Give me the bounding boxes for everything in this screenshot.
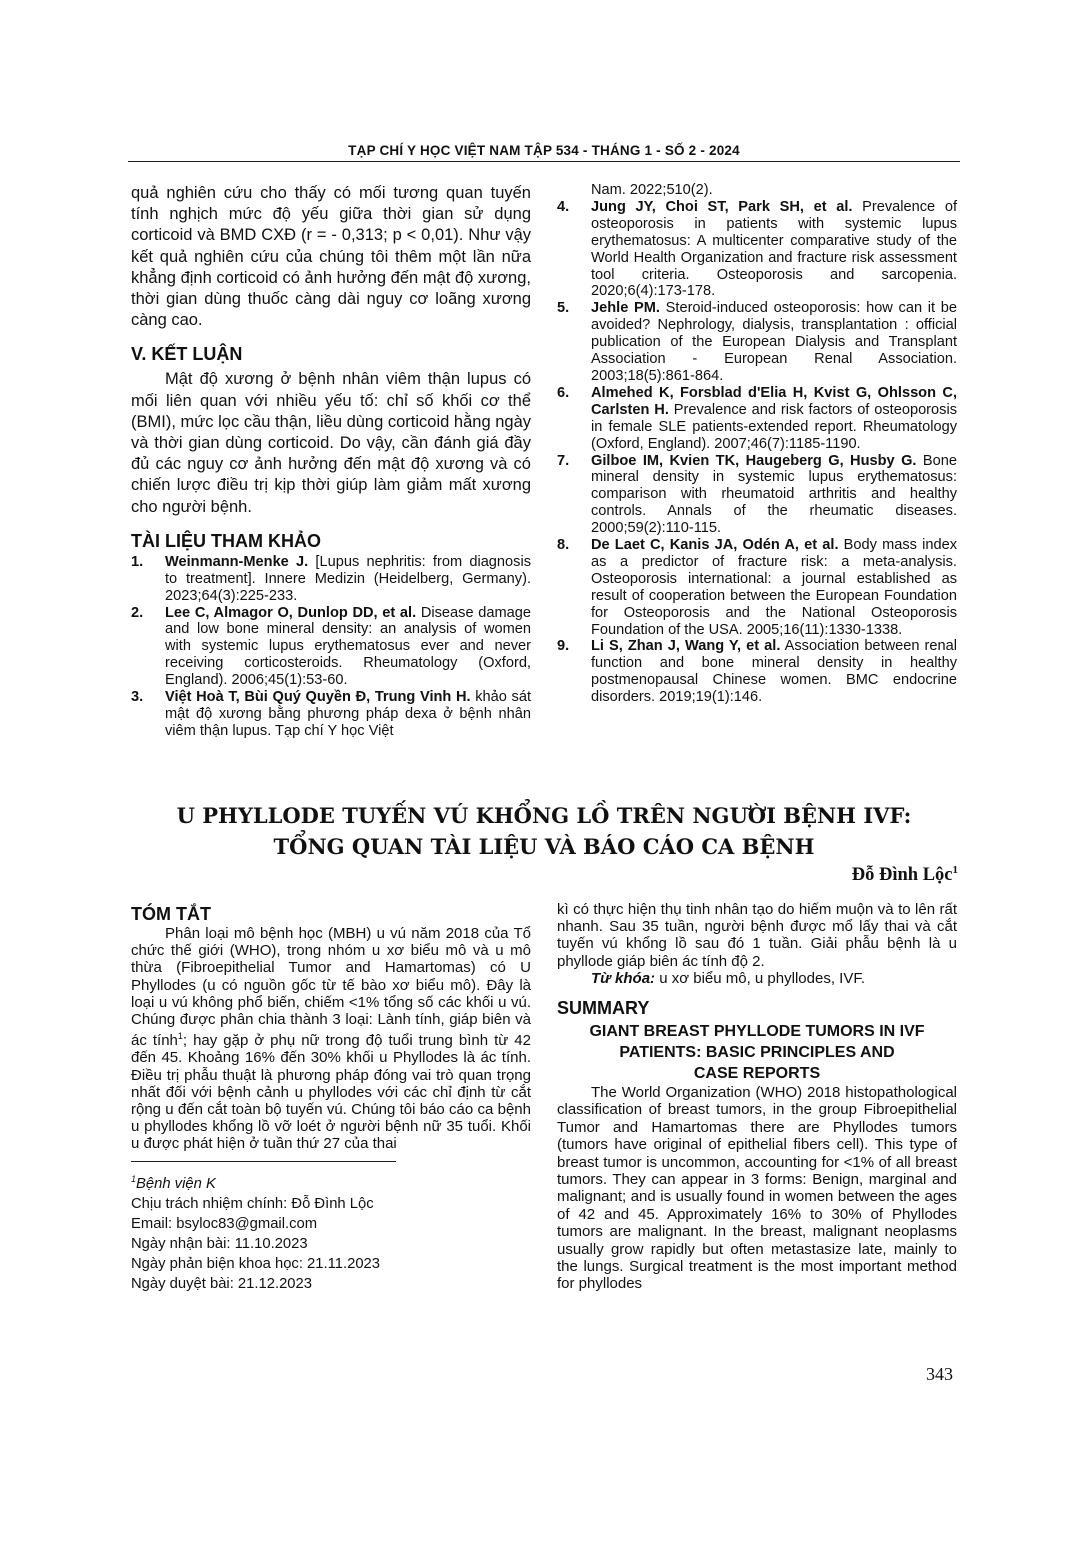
reference-item	[557, 537, 957, 638]
reference-authors: Weinmann-Menke J.	[165, 553, 309, 570]
reference-item	[557, 638, 957, 706]
reference-authors: Li S, Zhan J, Wang Y, et al.	[591, 638, 781, 655]
abstract-paragraph	[131, 925, 531, 1153]
reference-number: 4.	[557, 198, 570, 215]
reference-number: 7.	[557, 452, 570, 469]
summary-heading: SUMMARY	[557, 998, 650, 1019]
reference-text: Association between renal function and bone mineral density in healthy postmenopausal Chinese women. BMC endocrine disorders. 2019;19(1):146.	[591, 638, 957, 706]
reference-item	[131, 605, 531, 690]
keywords-label: Từ khóa:	[591, 969, 656, 987]
reference-authors: Gilboe IM, Kvien TK, Haugeberg G, Husby G.	[591, 452, 917, 469]
reference-text: Nam. 2022;510(2).	[591, 182, 713, 198]
footnote-approved: Ngày duyệt bài: 21.12.2023	[131, 1275, 312, 1292]
reference-number: 8.	[557, 537, 570, 554]
footnote	[131, 1169, 380, 1294]
reference-number: 6.	[557, 384, 570, 401]
header-rule	[128, 161, 960, 162]
summary-title-line-3: CASE REPORTS	[693, 1065, 821, 1083]
reference-authors: Việt Hoà T, Bùi Quý Quyền Đ, Trung Vinh H.	[165, 689, 471, 706]
reference-item	[131, 689, 531, 740]
reference-text: Prevalence and risk factors of osteoporosis in female SLE patients-extended report. Rheumatology (Oxford, England). 2007;46(7):1185-1190.	[591, 401, 957, 452]
keywords-text: u xơ biểu mô, u phyllodes, IVF.	[655, 969, 865, 987]
footnote-reviewed: Ngày phản biện khoa học: 21.11.2023	[131, 1255, 381, 1272]
summary-title-line-2: PATIENTS: BASIC PRINCIPLES AND	[619, 1044, 895, 1062]
citation-mark: 1	[177, 1031, 183, 1042]
reference-text: Disease damage and low bone mineral density: an analysis of women with systemic lupus erythematosus ever and never receiving corticosteroids. Rheumatology (Oxford, England). 2006;45(1):53-60.	[165, 604, 531, 689]
abstract-heading: TÓM TẮT	[131, 904, 211, 924]
reference-number: 3.	[131, 689, 144, 706]
affiliation-text: Bệnh viện K	[136, 1175, 216, 1192]
abstract-section	[131, 903, 531, 1153]
references-list-left	[131, 554, 531, 740]
article-title-line-2: TỔNG QUAN TÀI LIỆU VÀ BÁO CÁO CA BỆNH	[273, 834, 815, 859]
author-affiliation-mark: 1	[952, 864, 958, 876]
reference-item	[557, 385, 957, 453]
reference-authors: Lee C, Almagor O, Dunlop DD, et al.	[165, 604, 417, 621]
reference-continuation	[557, 182, 957, 199]
reference-text: [Lupus nephritis: from diagnosis to treatment]. Innere Medizin (Heidelberg, Germany). 2023;64(3):225-233.	[165, 553, 531, 604]
summary-paragraph: The World Organization (WHO) 2018 histopathological classification of breast tumors, in the group Fibroepithelial Tumor and Hamartomas there are Phyllodes tumors (tumors have original of epithelial fibers cell). This type of breast tumor is uncommon, accounting for <1% of all breast tumors. They can appear in 3 forms: Benign, marginal and malignant; and is usually found in women between the ages of 42 and 45. Approximately 16% to 30% of Phyllodes tumors are malignant. In the breast, malignant neoplasms usually grow rapidly but often metastasize late, mainly to the lungs. Surgical treatment is the most important method for phyllodes	[557, 1084, 957, 1293]
article-title-line-1: U PHYLLODE TUYẾN VÚ KHỔNG LỒ TRÊN NGƯỜI BỆNH IVF:	[176, 803, 912, 828]
reference-number: 2.	[131, 604, 144, 621]
journal-header: TẠP CHÍ Y HỌC VIỆT NAM TẬP 534 - THÁNG 1 - SỐ 2 - 2024	[348, 143, 740, 158]
summary-title-line-1: GIANT BREAST PHYLLODE TUMORS IN IVF	[589, 1023, 925, 1041]
author-name: Đỗ Đình Lộc	[851, 865, 953, 886]
reference-text: khảo sát mật độ xương bằng phương pháp dexa ở bệnh nhân viêm thận lupus. Tạp chí Y học Việt	[165, 689, 531, 739]
reference-item	[557, 199, 957, 300]
reference-item	[131, 554, 531, 605]
footnote-email: Email: bsyloc83@gmail.com	[131, 1215, 318, 1232]
reference-text: Steroid-induced osteoporosis: how can it be avoided? Nephrology, dialysis, transplantation : official publication of the European Dialysis and Transplant Association - European Renal Association. 2003;18(5):861-864.	[591, 300, 957, 384]
footnote-mark: 1	[131, 1174, 137, 1184]
reference-authors: Jehle PM.	[591, 300, 660, 317]
footnote-rule	[131, 1161, 396, 1162]
reference-text: Prevalence of osteoporosis in patients with systemic lupus erythematosus: A multicenter comparative study of the World Health Organization and fracture risk assessment tool criteria. Osteoporosis and sarcopenia. 2020;6(4):173-178.	[591, 198, 957, 300]
results-paragraph: quả nghiên cứu cho thấy có mối tương quan tuyến tính nghịch mức độ yếu giữa thời gian sử dụng corticoid và BMD CXĐ (r = - 0,313; p < 0,01). Như vậy kết quả nghiên cứu của chúng tôi thêm một lần nữa khẳng định corticoid có ảnh hưởng đến mật độ xương, thời gian dùng thuốc càng dài nguy cơ loãng xương càng cao.	[131, 184, 531, 330]
reference-item	[557, 453, 957, 538]
reference-text: Bone mineral density in systemic lupus erythematosus: comparison with rheumatoid arthritis and healthy controls. Annals of the rheumatic diseases. 2000;59(2):110-115.	[591, 452, 957, 537]
conclusion-heading: V. KẾT LUẬN	[131, 344, 243, 365]
footnote-affiliation	[131, 1169, 380, 1194]
abstract-text: ; hay gặp ở phụ nữ trong độ tuổi trung bình từ 42 đến 45. Khoảng 16% đến 30% khối u Phyllodes là ác tính. Điều trị phẫu thuật là phương pháp đóng vai trò quan trọng nhất đối với bệnh cảnh u phyllodes với các chỉ định từ cắt rộng u đến cắt toàn bộ tuyến vú. Chúng tôi báo cáo ca bệnh u phyllodes khổng lồ vỡ loét ở người bệnh nữ 35 tuổi. Khối u được phát hiện ở tuần thứ 27 của thai	[131, 1032, 531, 1153]
right-column-bottom	[557, 901, 957, 1293]
footnote-received: Ngày nhận bài: 11.10.2023	[131, 1235, 308, 1252]
article-author	[852, 864, 958, 886]
reference-number: 1.	[131, 553, 144, 570]
reference-authors: Jung JY, Choi ST, Park SH, et al.	[591, 198, 853, 215]
conclusion-paragraph: Mật độ xương ở bệnh nhân viêm thận lupus có mối liên quan với nhiều yếu tố: chỉ số khối cơ thể (BMI), mức lọc cầu thận, liều dùng corticoid hằng ngày và thời gian dùng corticoid. Do vậy, cần đánh giá đầy đủ các nguy cơ ảnh hưởng đến mật độ xương và có chiến lược điều trị kịp thời giúp làm giảm mất xương cho người bệnh.	[131, 370, 531, 516]
reference-number: 5.	[557, 300, 570, 317]
reference-text: Body mass index as a predictor of fracture risk: a meta-analysis. Osteoporosis international: a journal established as result of cooperation between the European Foundation for Osteoporosis and the National Osteoporosis Foundation of the USA. 2005;16(11):1330-1338.	[591, 537, 958, 638]
abstract-text: Phân loại mô bệnh học (MBH) u vú năm 2018 của Tổ chức thế giới (WHO), trong nhóm u xơ biểu mô và u mô thừa (Fibroepithelial Tumor and Hamartomas) có U Phyllodes (u có nguồn gốc từ tế bào xơ biểu mô). Đây là loại u vú không phổ biến, chiếm <1% tổng số các khối u vú. Chúng được phân chia thành 3 loại: Lành tính, giáp biên và ác tính	[131, 925, 531, 1050]
reference-item	[557, 300, 957, 385]
page-number: 343	[926, 1364, 953, 1384]
footnote-responsible: Chịu trách nhiệm chính: Đỗ Đình Lộc	[131, 1195, 374, 1212]
reference-authors: De Laet C, Kanis JA, Odén A, et al.	[591, 537, 839, 554]
left-column-top	[131, 183, 531, 740]
abstract-continuation: kì có thực hiện thụ tinh nhân tạo do hiếm muộn và to lên rất nhanh. Sau 35 tuần, người bệnh được mổ lấy thai và cắt tuyến vú khổng lồ sau đó 1 tuần. Giải phẫu bệnh là u phyllode giáp biên ác tính độ 2.	[557, 901, 957, 970]
reference-number: 9.	[557, 638, 570, 655]
right-column-references	[557, 182, 957, 706]
reference-authors: Almehed K, Forsblad d'Elia H, Kvist G, Ohlsson C, Carlsten H.	[591, 384, 957, 418]
keywords-line	[557, 970, 957, 987]
references-heading: TÀI LIỆU THAM KHẢO	[131, 530, 321, 551]
